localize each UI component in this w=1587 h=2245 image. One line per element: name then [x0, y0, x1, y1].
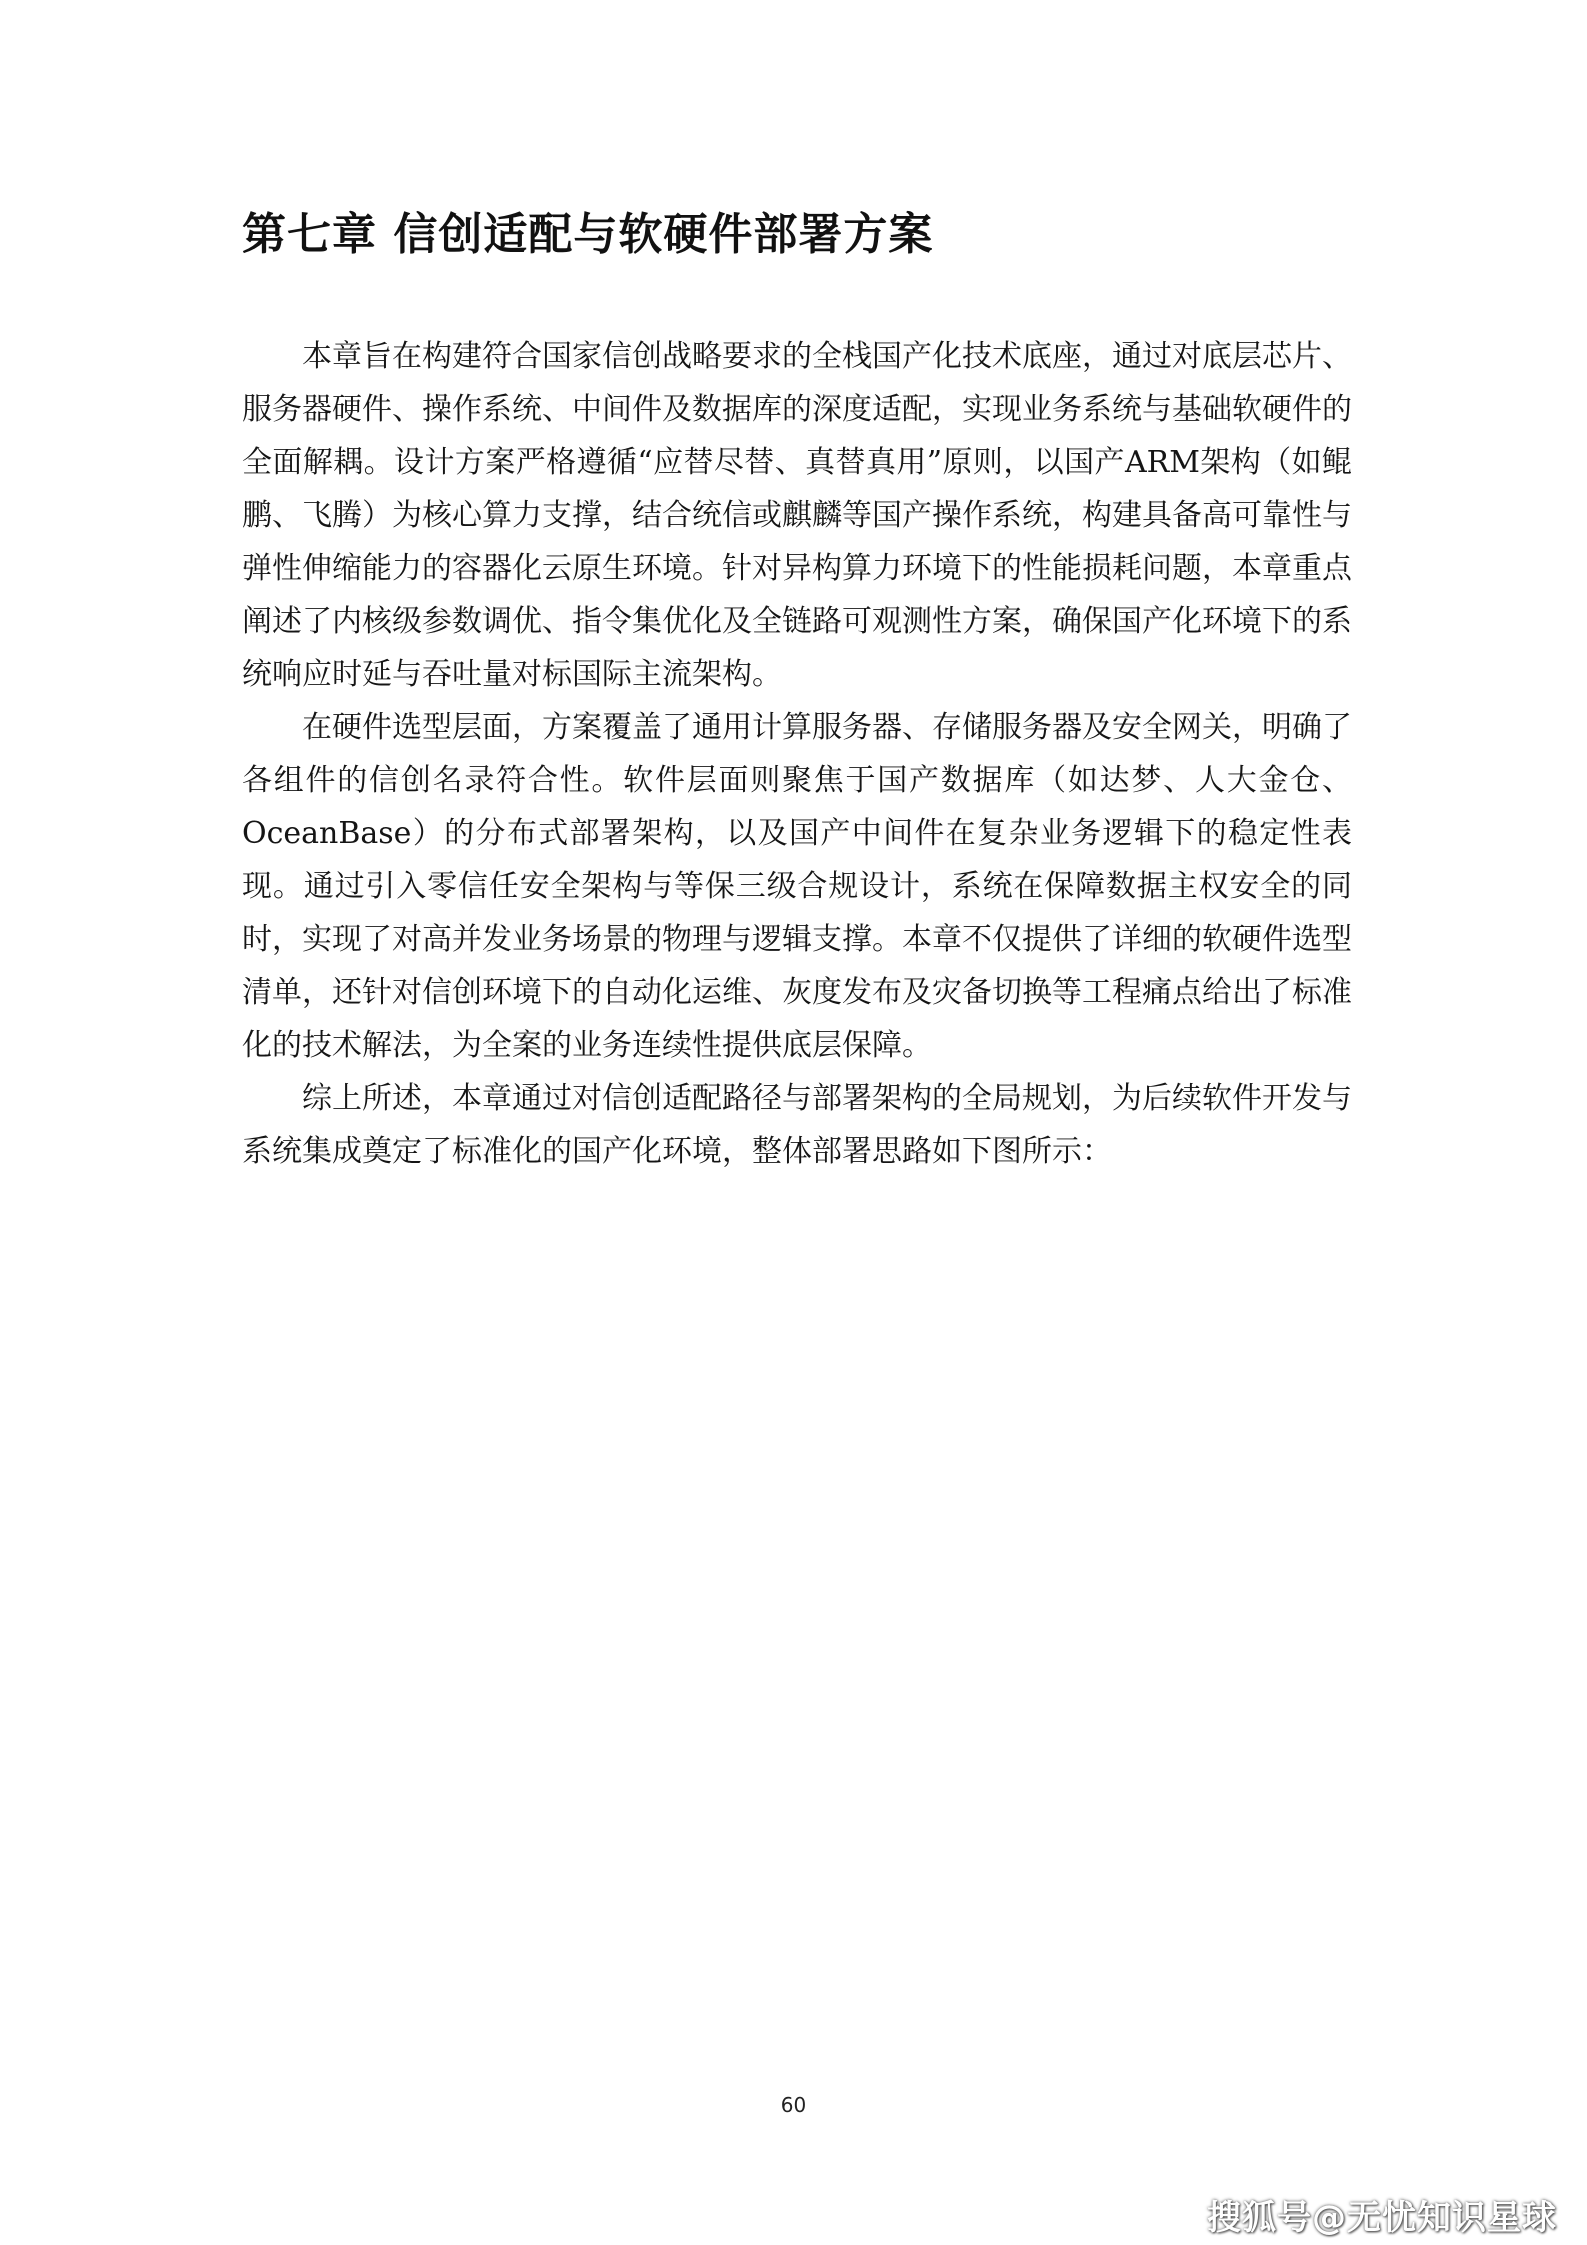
page-number: 60	[780, 2093, 807, 2117]
body-text	[242, 330, 1352, 1178]
paragraph: 综上所述，本章通过对信创适配路径与部署架构的全局规划，为后续软件开发与系统集成奠定了标准化的国产化环境，整体部署思路如下图所示：	[242, 1081, 1352, 1169]
paragraph: 在硬件选型层面，方案覆盖了通用计算服务器、存储服务器及安全网关，明确了各组件的信创名录符合性。软件层面则聚焦于国产数据库（如达梦、人大金仓、OceanBase）的分布式部署架构，以及国产中间件在复杂业务逻辑下的稳定性表现。通过引入零信任安全架构与等保三级合规设计，系统在保障数据主权安全的同时，实现了对高并发业务场景的物理与逻辑支撑。本章不仅提供了详细的软硬件选型清单，还针对信创环境下的自动化运维、灰度发布及灾备切换等工程痛点给出了标准化的技术解法，为全案的业务连续性提供底层保障。	[242, 710, 1352, 1063]
paragraph: 本章旨在构建符合国家信创战略要求的全栈国产化技术底座，通过对底层芯片、服务器硬件、操作系统、中间件及数据库的深度适配，实现业务系统与基础软硬件的全面解耦。设计方案严格遵循“应替尽替、真替真用”原则，以国产ARM架构（如鲲鹏、飞腾）为核心算力支撑，结合统信或麒麟等国产操作系统，构建具备高可靠性与弹性伸缩能力的容器化云原生环境。针对异构算力环境下的性能损耗问题，本章重点阐述了内核级参数调优、指令集优化及全链路可观测性方案，确保国产化环境下的系统响应时延与吞吐量对标国际主流架构。	[242, 339, 1352, 692]
chapter-title: 第七章 信创适配与软硬件部署方案	[242, 209, 934, 260]
watermark: 搜狐号@无忧知识星球	[1207, 2198, 1557, 2238]
